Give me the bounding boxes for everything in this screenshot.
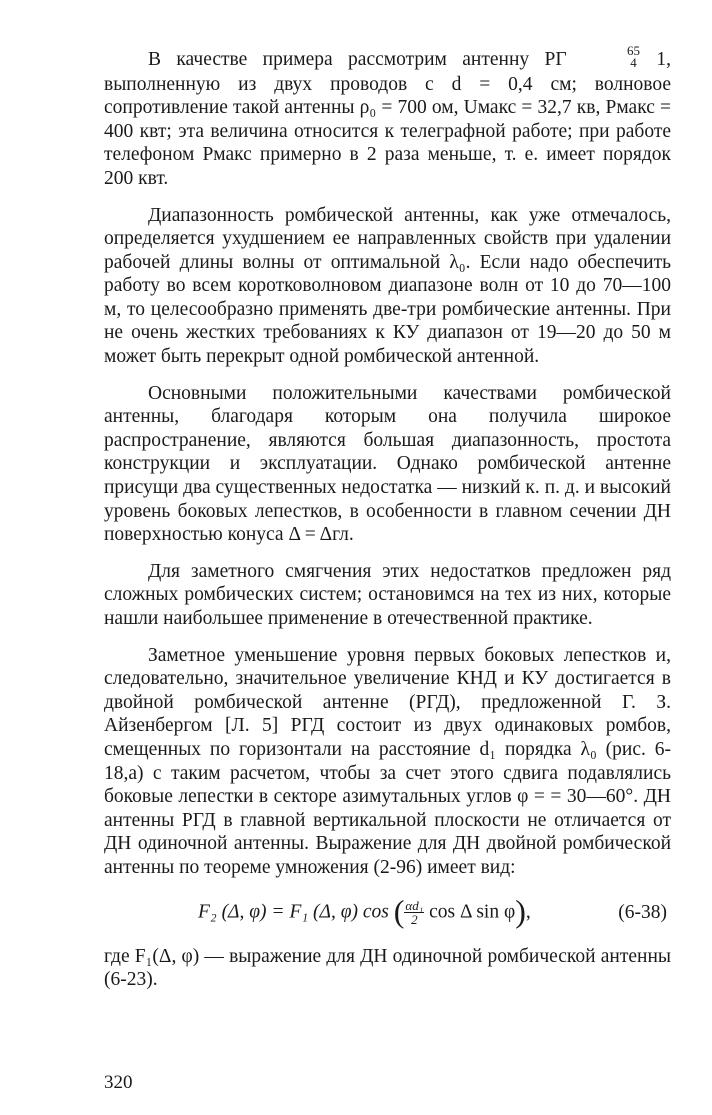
paragraph-1-text: В качестве примера рассмотрим антенну РГ: [148, 49, 567, 70]
paragraph-6: где F₁(Δ, φ) — выражение для ДН одиночной ромбической антенны (6-23).: [104, 945, 671, 991]
paragraph-4: Для заметного смягчения этих недостатков предложен ряд сложных ромбических систем; остановимся на тех из них, которые нашли наибольшее применение в отечественной практике.: [104, 560, 671, 629]
page-body: [104, 42, 672, 1005]
equation-6-38: [104, 893, 671, 933]
paragraph-3: Основными положительными качествами ромбической антенны, благодаря которым она получила широкое распространение, являются большая диапазонность, простота конструкции и эксплуатации. Однако ромбической антенне присущи два существенных недостатка — низкий к. п. д. и высокий уровень боковых лепестков, в особенности в главном сечении ДН поверхностью конуса Δ = Δгл.: [104, 382, 671, 546]
fraction-bottom: 4: [630, 54, 637, 70]
formula-lhs: F₂ (Δ, φ) = F₁ (Δ, φ) cos: [198, 901, 389, 922]
paragraph-1: [104, 42, 672, 191]
formula-rhs: cos Δ sin φ: [429, 901, 516, 922]
paragraph-5: Заметное уменьшение уровня первых боковых лепестков и, следовательно, значительное увеличение КНД и КУ достигается в двойной ромбической антенне (РГД), предложенной Г. З. Айзенбергом [Л. 5] РГД состоит из двух одинаковых ромбов, смещенных по горизонтали на расстояние d₁ порядка λ₀ (рис. 6-18,а) с таким расчетом, чтобы за счет этого сдвига подавлялись боковые лепестки в секторе азимутальных углов φ = = 30—60°. ДН антенны РГД в главной вертикальной плоскости не отличается от ДН одиночной антенны. Выражение для ДН двойной ромбической антенны по теореме умножения (2-96) имеет вид:: [104, 644, 671, 878]
formula-body: [198, 892, 531, 929]
formula-comma: ,: [525, 901, 531, 922]
formula-left-paren: (: [393, 892, 405, 929]
page-number: 320: [104, 1072, 133, 1093]
paragraph-2: Диапазонность ромбической антенны, как уже отмечалось, определяется ухудшением ее направленных свойств при удалении рабочей длины волны от оптимальной λ₀. Если надо обеспечить работу во всем коротковолновом диапазоне волн от 10 до 70—100 м, то целесообразно применять две-три ромбические антенны. При не очень жестких требованиях к КУ диапазон от 19—20 до 50 м может быть перекрыт одной ромбической антенной.: [104, 204, 671, 368]
fraction-top: 65: [627, 42, 641, 58]
formula-right-paren: ): [515, 892, 526, 929]
antenna-type-fraction: [583, 42, 641, 70]
equation-number: (6-38): [618, 901, 667, 923]
paragraph-1-tail: 1, выполненную из двух проводов с d = 0,4 см; волновое сопротивление такой антенны ρ₀ = 700 ом, Uмакс = 32,7 кв, Pмакс = 400 квт; эта величина относится к телеграфной работе; при работе телефоном Pмакс примерно в 2 раза меньше, т. е. имеет порядок 200 квт.: [104, 49, 672, 189]
formula-fraction-denominator: 2: [411, 912, 418, 928]
formula-fraction: [404, 899, 424, 926]
formula-fraction-numerator: αd₁: [405, 898, 424, 914]
